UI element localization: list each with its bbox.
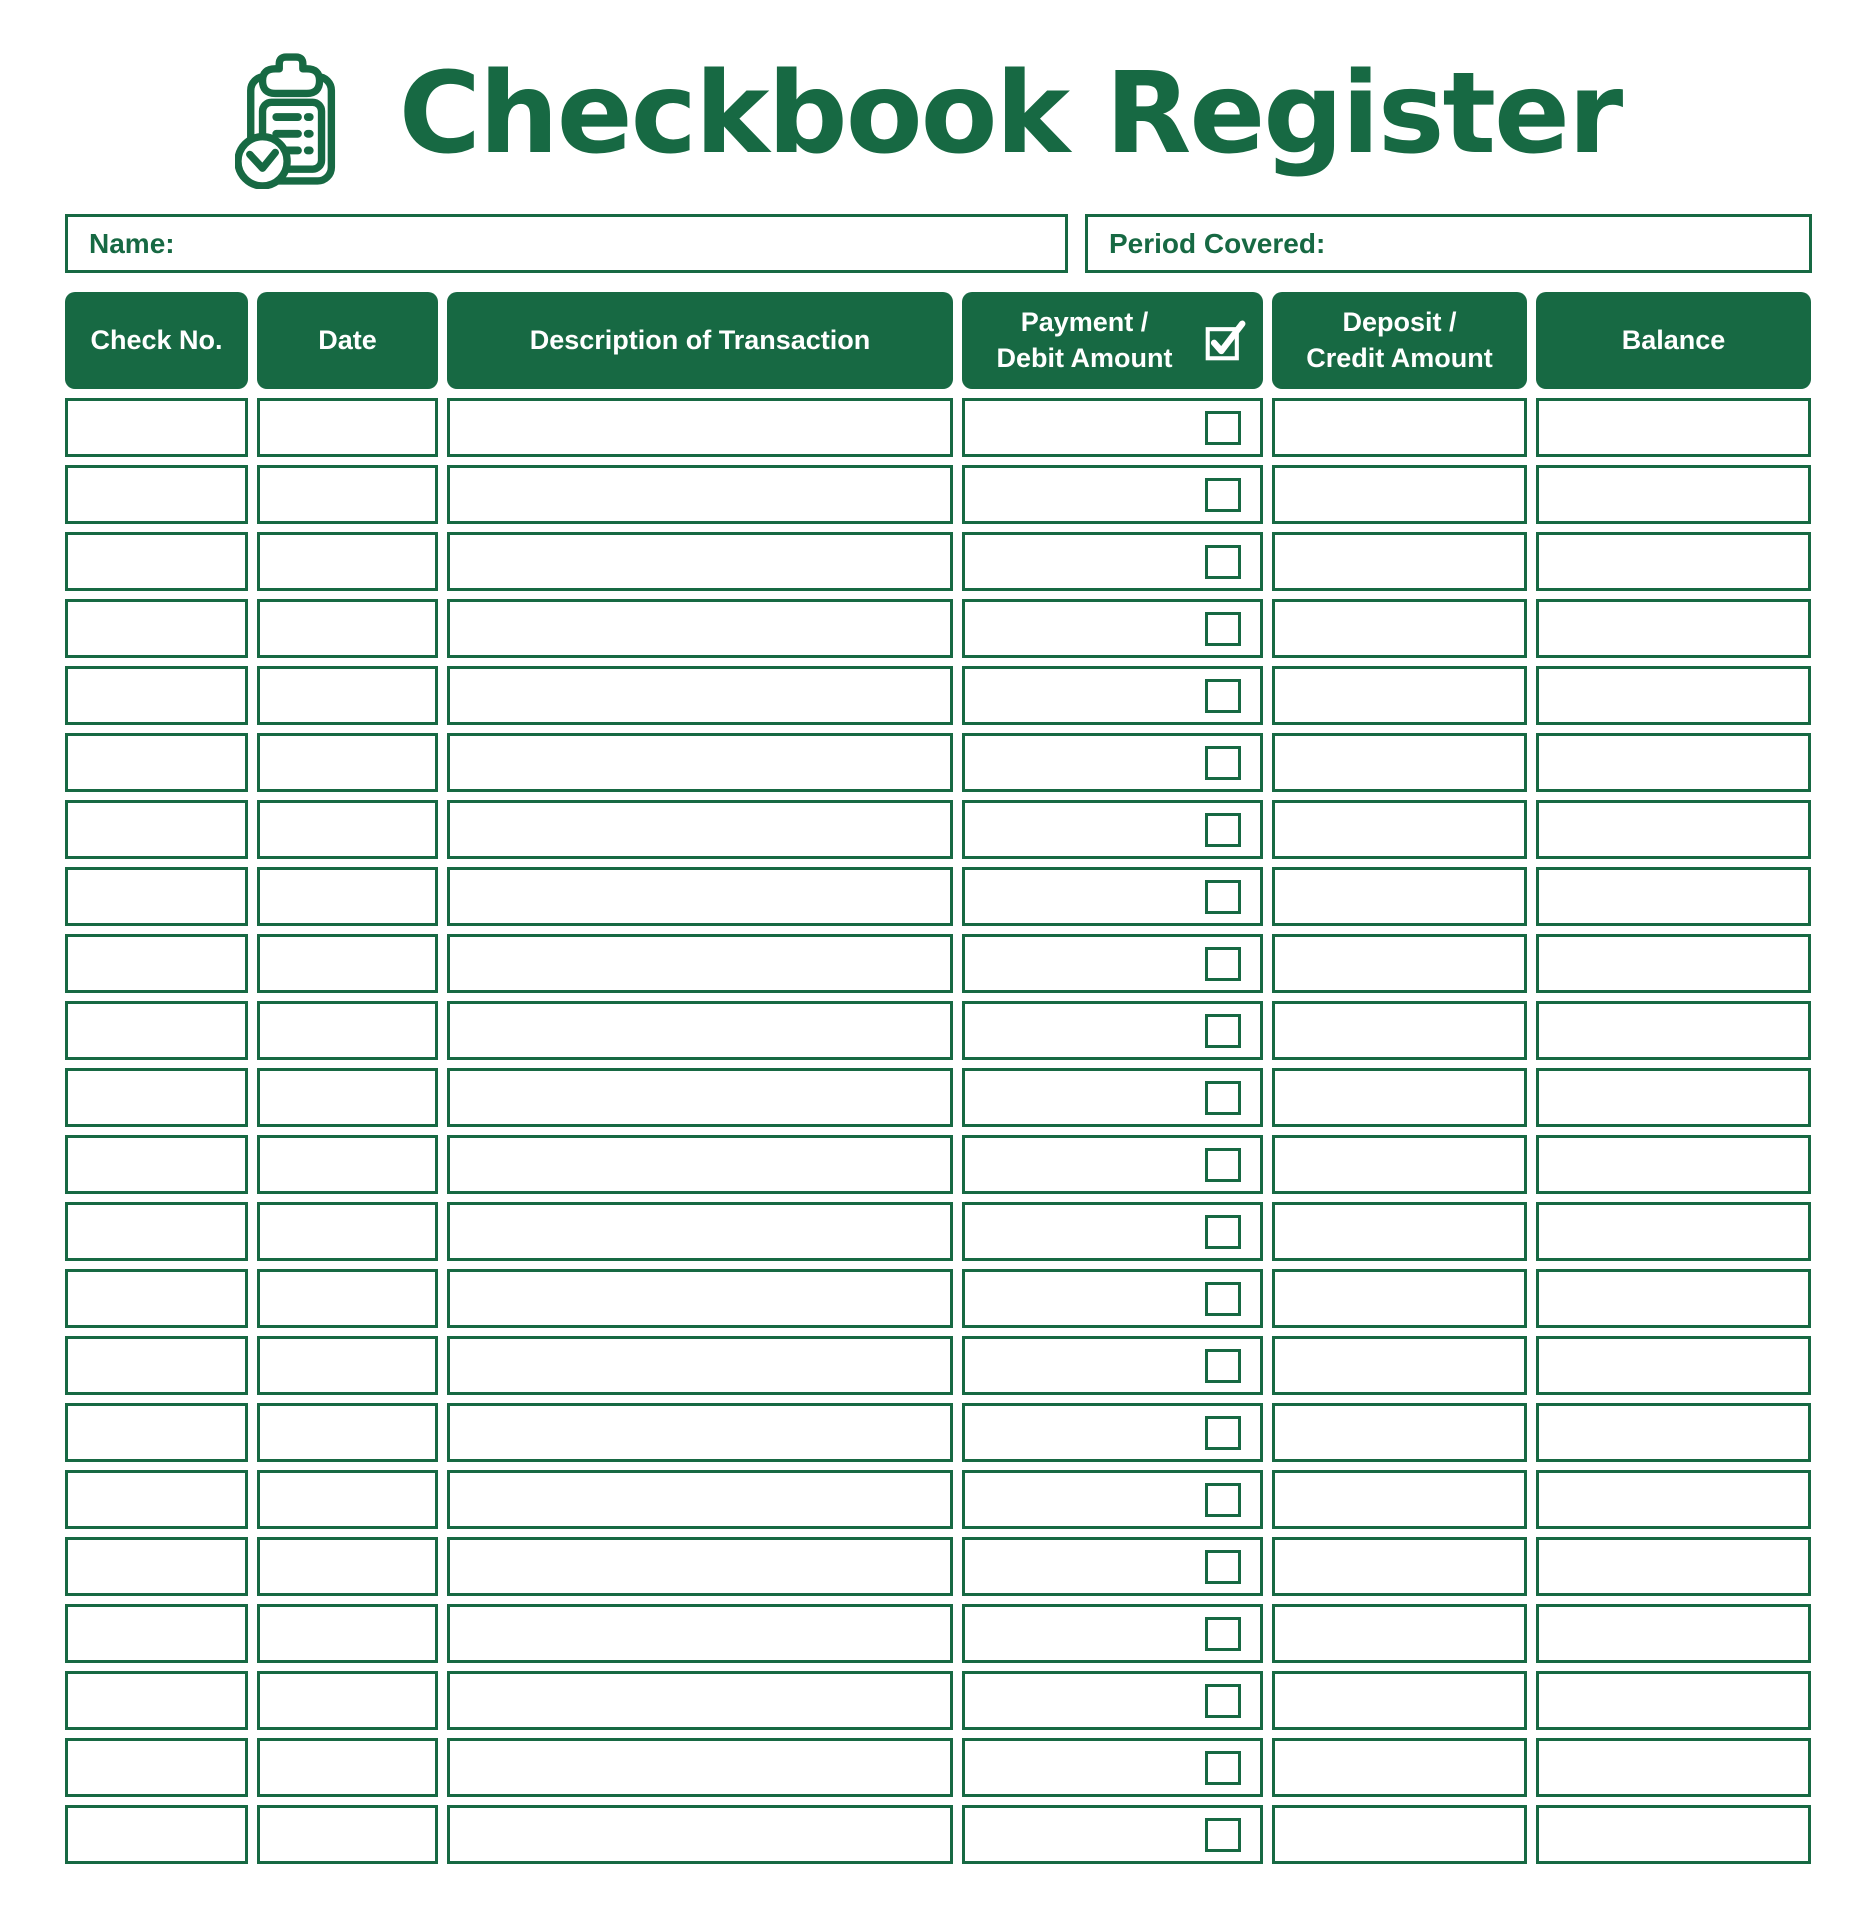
balance-cell[interactable] [1536, 1604, 1811, 1663]
check-no-cell[interactable] [65, 1604, 248, 1663]
deposit-cell[interactable] [1272, 1671, 1527, 1730]
check-no-cell[interactable] [65, 599, 248, 658]
cleared-checkbox[interactable] [1205, 1483, 1241, 1517]
balance-cell[interactable] [1536, 867, 1811, 926]
payment-cell[interactable] [962, 1604, 1263, 1663]
balance-cell[interactable] [1536, 1470, 1811, 1529]
date-cell[interactable] [257, 934, 438, 993]
column-header-balance [1536, 292, 1811, 389]
description-cell[interactable] [447, 1470, 953, 1529]
check-no-cell[interactable] [65, 1403, 248, 1462]
cleared-checkbox[interactable] [1205, 478, 1241, 512]
table-row [65, 733, 1812, 792]
balance-cell[interactable] [1536, 1738, 1811, 1797]
description-cell[interactable] [447, 1001, 953, 1060]
payment-cell[interactable] [962, 666, 1263, 725]
deposit-cell[interactable] [1272, 1269, 1527, 1328]
check-no-cell[interactable] [65, 1470, 248, 1529]
deposit-cell[interactable] [1272, 1202, 1527, 1261]
period-covered-field[interactable] [1085, 214, 1812, 273]
check-no-cell[interactable] [65, 1336, 248, 1395]
check-no-cell[interactable] [65, 465, 248, 524]
payment-cell[interactable] [962, 1738, 1263, 1797]
description-cell[interactable] [447, 1068, 953, 1127]
cleared-checkbox[interactable] [1205, 545, 1241, 579]
deposit-cell[interactable] [1272, 1604, 1527, 1663]
check-no-cell[interactable] [65, 1738, 248, 1797]
deposit-cell[interactable] [1272, 398, 1527, 457]
cleared-checkbox[interactable] [1205, 1684, 1241, 1718]
date-cell[interactable] [257, 465, 438, 524]
table-row [65, 1805, 1812, 1864]
payment-cell[interactable] [962, 532, 1263, 591]
date-cell[interactable] [257, 599, 438, 658]
balance-cell[interactable] [1536, 1001, 1811, 1060]
payment-cell[interactable] [962, 733, 1263, 792]
balance-cell[interactable] [1536, 1336, 1811, 1395]
payment-cell[interactable] [962, 599, 1263, 658]
date-cell[interactable] [257, 666, 438, 725]
column-header-label: Debit Amount [996, 342, 1173, 373]
payment-cell[interactable] [962, 1135, 1263, 1194]
balance-cell[interactable] [1536, 1135, 1811, 1194]
date-cell[interactable] [257, 1403, 438, 1462]
check-no-cell[interactable] [65, 1068, 248, 1127]
column-header-date [257, 292, 438, 389]
description-cell[interactable] [447, 599, 953, 658]
cleared-checkbox[interactable] [1205, 1215, 1241, 1249]
balance-cell[interactable] [1536, 1537, 1811, 1596]
balance-cell[interactable] [1536, 1403, 1811, 1462]
column-header-label: Check No. [90, 324, 223, 355]
description-cell[interactable] [447, 1671, 953, 1730]
table-row [65, 398, 1812, 457]
check-no-cell[interactable] [65, 867, 248, 926]
check-no-cell[interactable] [65, 398, 248, 457]
balance-cell[interactable] [1536, 666, 1811, 725]
date-cell[interactable] [257, 1068, 438, 1127]
description-cell[interactable] [447, 934, 953, 993]
check-no-cell[interactable] [65, 1001, 248, 1060]
table-row [65, 1202, 1812, 1261]
column-header-label: Description of Transaction [529, 324, 871, 355]
table-body [65, 398, 1812, 1864]
cleared-checkbox[interactable] [1205, 1416, 1241, 1450]
payment-cell[interactable] [962, 1537, 1263, 1596]
deposit-cell[interactable] [1272, 1068, 1527, 1127]
table-row [65, 1001, 1812, 1060]
check-no-cell[interactable] [65, 1202, 248, 1261]
deposit-cell[interactable] [1272, 1805, 1527, 1864]
date-cell[interactable] [257, 733, 438, 792]
deposit-cell[interactable] [1272, 532, 1527, 591]
deposit-cell[interactable] [1272, 1537, 1527, 1596]
payment-cell[interactable] [962, 398, 1263, 457]
cleared-checkbox[interactable] [1205, 1349, 1241, 1383]
description-cell[interactable] [447, 733, 953, 792]
date-cell[interactable] [257, 800, 438, 859]
column-header-label: Deposit / [1342, 307, 1457, 338]
description-cell[interactable] [447, 1403, 953, 1462]
deposit-cell[interactable] [1272, 934, 1527, 993]
balance-cell[interactable] [1536, 1269, 1811, 1328]
balance-cell[interactable] [1536, 1068, 1811, 1127]
deposit-cell[interactable] [1272, 1135, 1527, 1194]
cleared-checkbox[interactable] [1205, 746, 1241, 780]
deposit-cell[interactable] [1272, 733, 1527, 792]
table-row [65, 1604, 1812, 1663]
description-cell[interactable] [447, 465, 953, 524]
deposit-cell[interactable] [1272, 800, 1527, 859]
description-cell[interactable] [447, 532, 953, 591]
payment-cell[interactable] [962, 1001, 1263, 1060]
date-cell[interactable] [257, 1537, 438, 1596]
table-row [65, 1336, 1812, 1395]
cleared-checkbox[interactable] [1205, 1014, 1241, 1048]
date-cell[interactable] [257, 1470, 438, 1529]
description-cell[interactable] [447, 1537, 953, 1596]
deposit-cell[interactable] [1272, 1336, 1527, 1395]
table-row [65, 1269, 1812, 1328]
description-cell[interactable] [447, 867, 953, 926]
balance-cell[interactable] [1536, 1202, 1811, 1261]
column-header-description [447, 292, 953, 389]
table-row [65, 1738, 1812, 1797]
cleared-checkbox[interactable] [1205, 880, 1241, 914]
cleared-checkbox[interactable] [1205, 1282, 1241, 1316]
cleared-checkbox[interactable] [1205, 1148, 1241, 1182]
date-cell[interactable] [257, 532, 438, 591]
page-title: Checkbook Register [398, 49, 1622, 179]
balance-cell[interactable] [1536, 800, 1811, 859]
checked-checkbox-icon [1205, 321, 1245, 361]
cleared-checkbox[interactable] [1205, 411, 1241, 445]
cleared-checkbox[interactable] [1205, 1818, 1241, 1852]
date-cell[interactable] [257, 867, 438, 926]
deposit-cell[interactable] [1272, 465, 1527, 524]
column-header-check-no [65, 292, 248, 389]
page-header [0, 34, 1856, 194]
check-no-cell[interactable] [65, 1537, 248, 1596]
meta-fields-row [65, 214, 1812, 273]
date-cell[interactable] [257, 1805, 438, 1864]
payment-cell[interactable] [962, 1336, 1263, 1395]
cleared-checkbox[interactable] [1205, 612, 1241, 646]
date-cell[interactable] [257, 1738, 438, 1797]
description-cell[interactable] [447, 1604, 953, 1663]
check-no-cell[interactable] [65, 1135, 248, 1194]
description-cell[interactable] [447, 1336, 953, 1395]
date-cell[interactable] [257, 1336, 438, 1395]
payment-cell[interactable] [962, 1805, 1263, 1864]
cleared-checkbox[interactable] [1205, 1617, 1241, 1651]
table-row [65, 1470, 1812, 1529]
payment-cell[interactable] [962, 1671, 1263, 1730]
column-header-label: Balance [1621, 324, 1726, 355]
description-cell[interactable] [447, 1202, 953, 1261]
name-field[interactable] [65, 214, 1068, 273]
table-row [65, 1068, 1812, 1127]
deposit-cell[interactable] [1272, 666, 1527, 725]
period-covered-label: Period Covered: [1109, 227, 1326, 259]
table-row [65, 867, 1812, 926]
payment-cell[interactable] [962, 1403, 1263, 1462]
table-row [65, 1671, 1812, 1730]
payment-cell[interactable] [962, 1269, 1263, 1328]
payment-cell[interactable] [962, 1202, 1263, 1261]
column-header-payment [962, 292, 1263, 389]
balance-cell[interactable] [1536, 934, 1811, 993]
column-header-label: Credit Amount [1306, 342, 1493, 373]
cleared-checkbox[interactable] [1205, 947, 1241, 981]
check-no-cell[interactable] [65, 666, 248, 725]
table-row [65, 1537, 1812, 1596]
check-no-cell[interactable] [65, 733, 248, 792]
deposit-cell[interactable] [1272, 599, 1527, 658]
check-no-cell[interactable] [65, 1269, 248, 1328]
balance-cell[interactable] [1536, 398, 1811, 457]
check-no-cell[interactable] [65, 800, 248, 859]
column-header-label: Payment / [1020, 307, 1149, 338]
date-cell[interactable] [257, 1269, 438, 1328]
table-row [65, 599, 1812, 658]
date-cell[interactable] [257, 398, 438, 457]
table-row [65, 1403, 1812, 1462]
deposit-cell[interactable] [1272, 1470, 1527, 1529]
payment-cell[interactable] [962, 1470, 1263, 1529]
balance-cell[interactable] [1536, 599, 1811, 658]
date-cell[interactable] [257, 1001, 438, 1060]
clipboard-checklist-clock-icon [235, 51, 353, 189]
cleared-checkbox[interactable] [1205, 1081, 1241, 1115]
table-row [65, 1135, 1812, 1194]
payment-cell[interactable] [962, 867, 1263, 926]
check-no-cell[interactable] [65, 934, 248, 993]
balance-cell[interactable] [1536, 733, 1811, 792]
payment-cell[interactable] [962, 934, 1263, 993]
date-cell[interactable] [257, 1604, 438, 1663]
deposit-cell[interactable] [1272, 1403, 1527, 1462]
name-label: Name: [89, 227, 175, 259]
balance-cell[interactable] [1536, 532, 1811, 591]
table-row [65, 800, 1812, 859]
description-cell[interactable] [447, 1738, 953, 1797]
description-cell[interactable] [447, 800, 953, 859]
date-cell[interactable] [257, 1202, 438, 1261]
balance-cell[interactable] [1536, 465, 1811, 524]
balance-cell[interactable] [1536, 1671, 1811, 1730]
cleared-checkbox[interactable] [1205, 813, 1241, 847]
payment-cell[interactable] [962, 800, 1263, 859]
column-header-deposit [1272, 292, 1527, 389]
table-row [65, 465, 1812, 524]
deposit-cell[interactable] [1272, 1001, 1527, 1060]
deposit-cell[interactable] [1272, 1738, 1527, 1797]
payment-cell[interactable] [962, 1068, 1263, 1127]
payment-cell[interactable] [962, 465, 1263, 524]
check-no-cell[interactable] [65, 1805, 248, 1864]
description-cell[interactable] [447, 1805, 953, 1864]
description-cell[interactable] [447, 1269, 953, 1328]
check-no-cell[interactable] [65, 1671, 248, 1730]
column-header-label: Date [318, 324, 377, 355]
table-row [65, 934, 1812, 993]
description-cell[interactable] [447, 666, 953, 725]
description-cell[interactable] [447, 1135, 953, 1194]
table-row [65, 666, 1812, 725]
deposit-cell[interactable] [1272, 867, 1527, 926]
table-header [65, 292, 1812, 389]
description-cell[interactable] [447, 398, 953, 457]
date-cell[interactable] [257, 1135, 438, 1194]
date-cell[interactable] [257, 1671, 438, 1730]
cleared-checkbox[interactable] [1205, 1751, 1241, 1785]
cleared-checkbox[interactable] [1205, 1550, 1241, 1584]
check-no-cell[interactable] [65, 532, 248, 591]
table-row [65, 532, 1812, 591]
balance-cell[interactable] [1536, 1805, 1811, 1864]
cleared-checkbox[interactable] [1205, 679, 1241, 713]
